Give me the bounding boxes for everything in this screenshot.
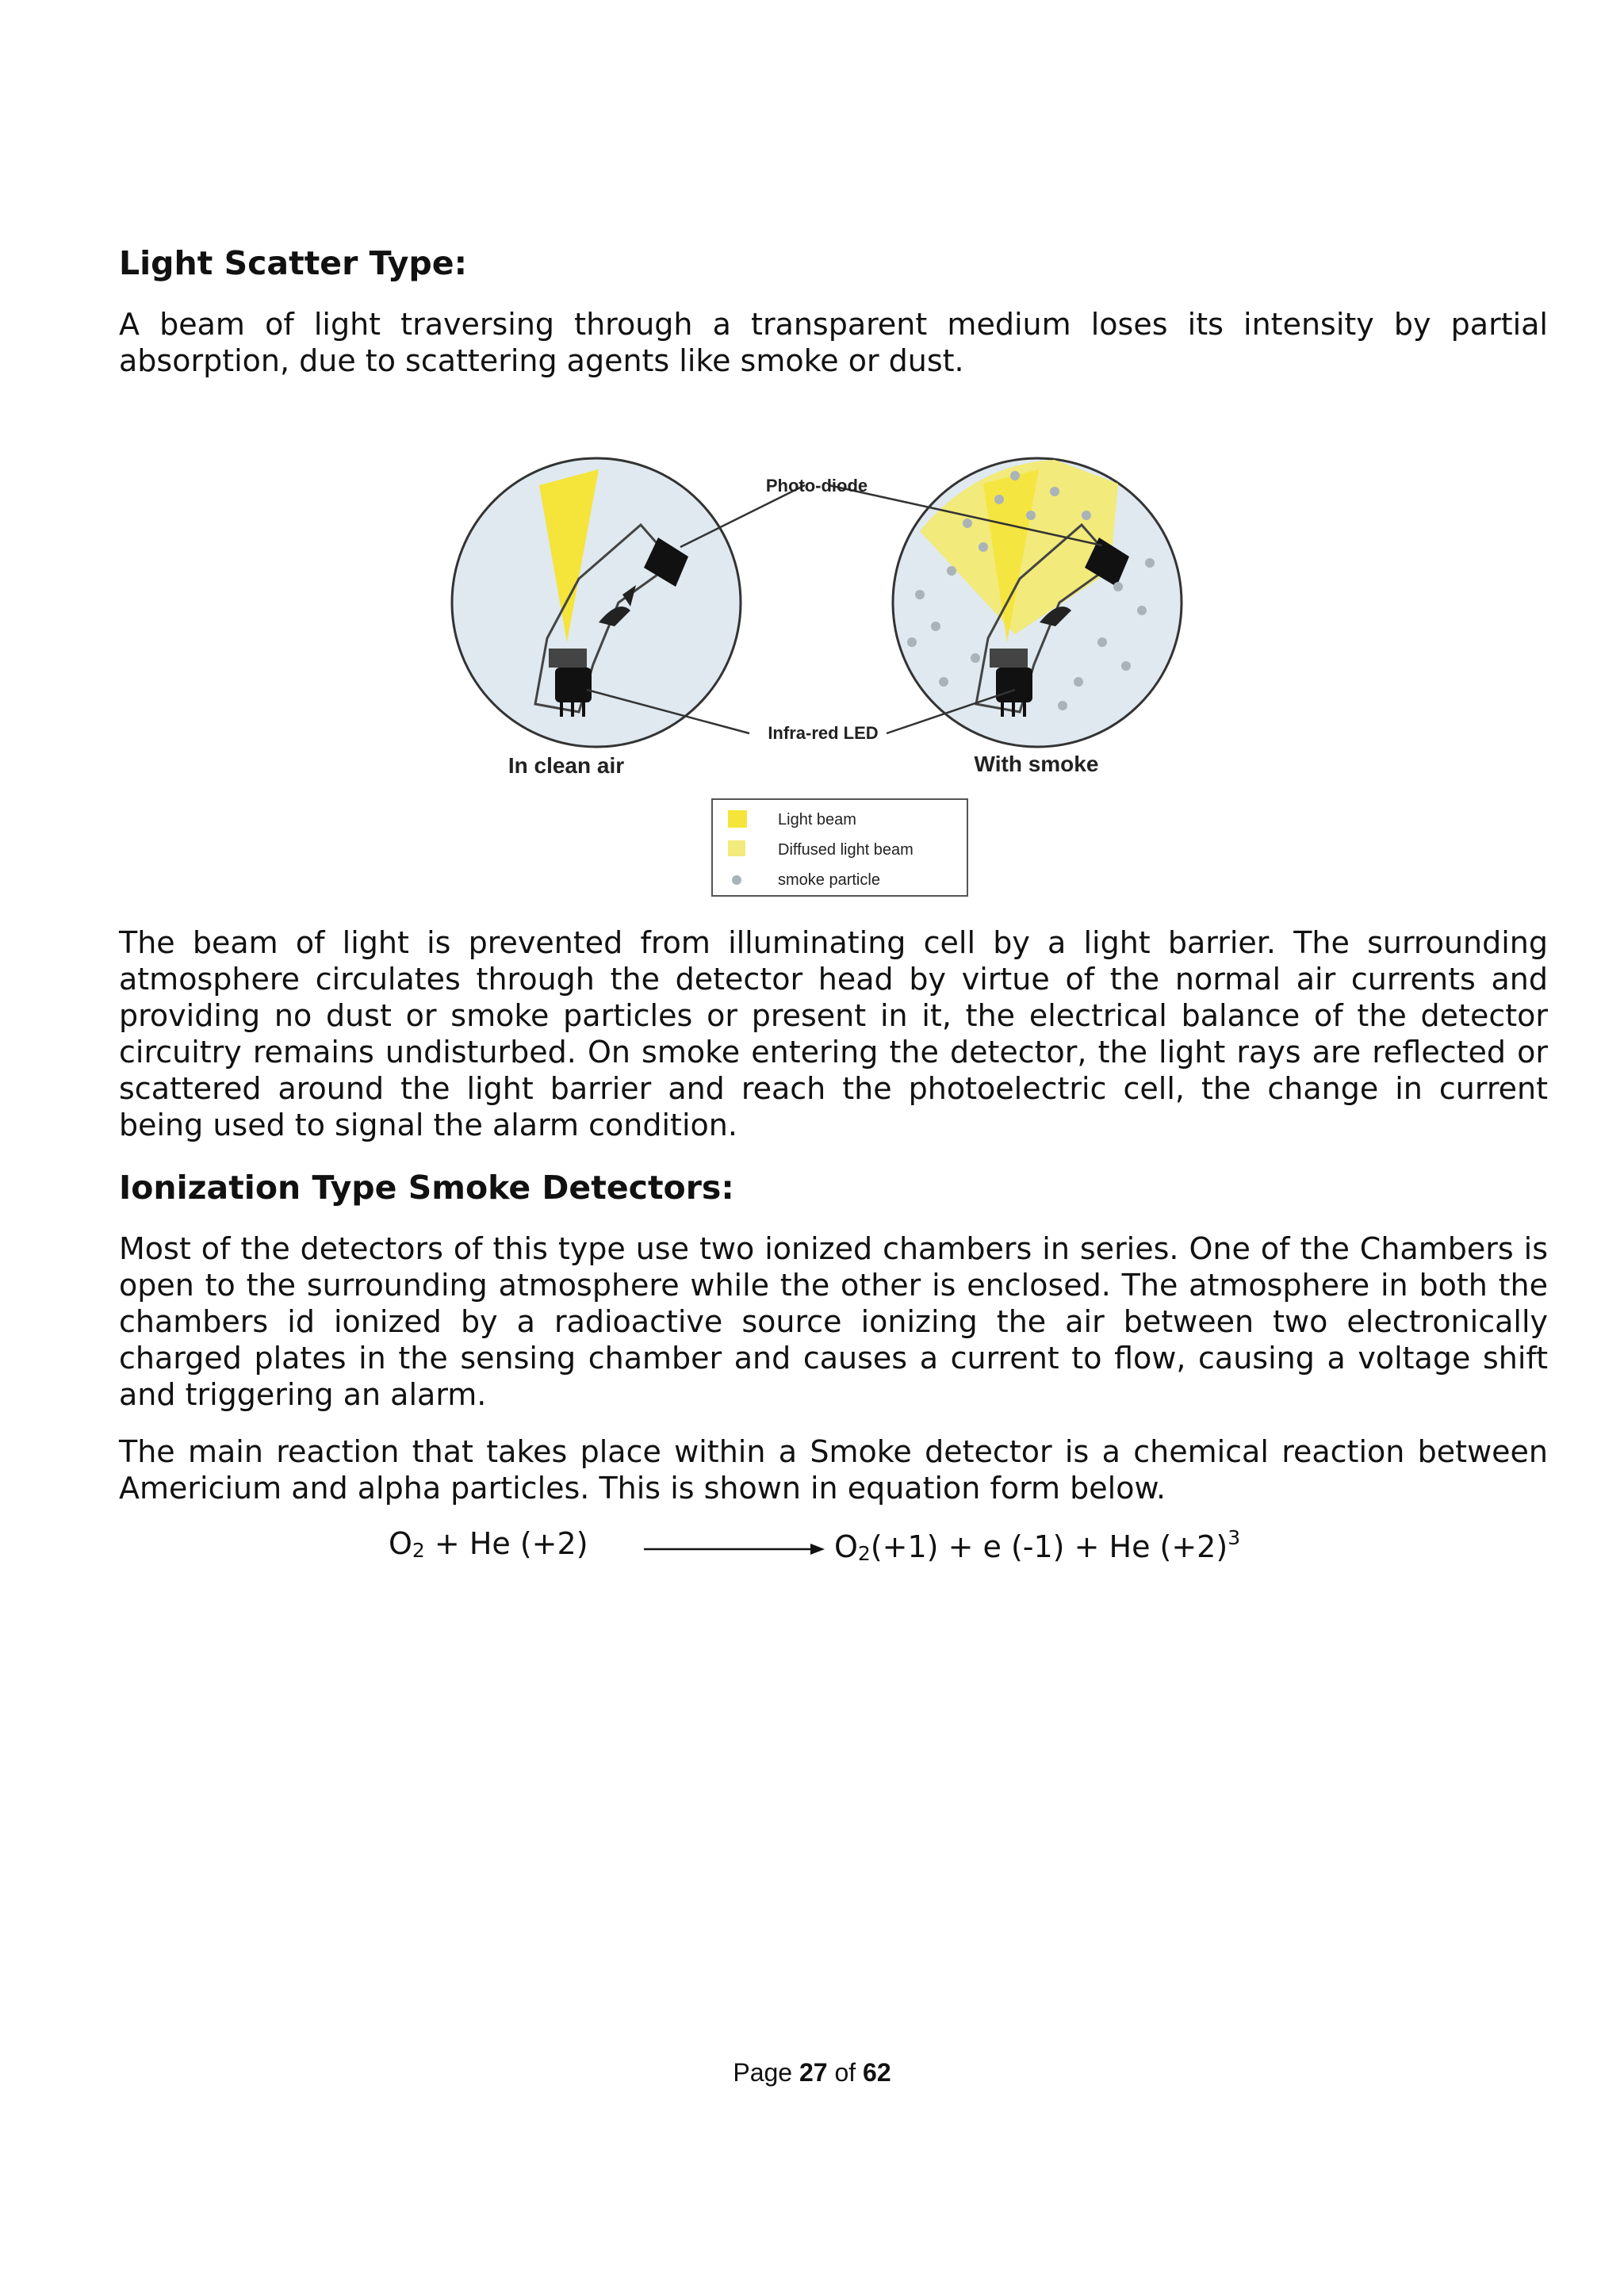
led-label: Infra-red LED [768,723,879,743]
intro-paragraph [119,306,1548,379]
legend-swatch-light-beam [728,810,747,828]
legend-swatch-diffused [728,840,745,856]
reaction-paragraph [119,1433,1548,1506]
text-line: The main reaction that takes place within a Smoke detector is a chemical reaction between [119,1434,1548,1469]
reaction-arrow-icon [644,1540,826,1559]
led-lens [549,649,587,668]
legend-swatch-particle [732,875,741,885]
footer-prefix: Page [733,2058,799,2087]
current-page-number: 27 [799,2058,828,2087]
text-line: charged plates in the sensing chamber and causes a current to flow, causing a voltage shift [119,1341,1548,1376]
equation-symbol: O [834,1529,858,1564]
footer-middle: of [827,2058,864,2087]
equation-term: + He (+2) [424,1526,588,1561]
section-heading-light-scatter: Light Scatter Type: [119,244,467,282]
equation-subscript: 2 [857,1542,871,1565]
text-line: circuitry remains undisturbed. On smoke entering the detector, the light rays are reflected or [119,1035,1548,1070]
infrared-led [555,668,592,702]
text-line: and triggering an alarm. [119,1377,487,1412]
text-line: being used to signal the alarm condition. [119,1108,737,1142]
legend-label: Light beam [778,811,856,828]
legend-label: Diffused light beam [778,841,914,859]
text-line: chambers id ionized by a radioactive source ionizing the air between two electronically [119,1304,1548,1339]
text-line: open to the surrounding atmosphere while the other is enclosed. The atmosphere in both the [119,1268,1548,1303]
caption-with-smoke: With smoke [974,752,1099,776]
equation-symbol: O [389,1526,412,1561]
text-line: Most of the detectors of this type use two ionized chambers in series. One of the Chambers is [119,1231,1548,1266]
equation-term: (+1) + e (-1) + He (+2) [870,1529,1228,1564]
section-heading-ionization: Ionization Type Smoke Detectors: [119,1169,734,1207]
figure-legend [712,799,967,896]
text-line: Americium and alpha particles. This is shown in equation form below. [119,1471,1166,1506]
photodiode-label: Photo-diode [765,476,868,496]
light-scatter-body-paragraph [119,924,1548,1143]
smoke-chamber [893,458,1182,747]
caption-clean-air: In clean air [508,753,625,778]
text-line: atmosphere circulates through the detector head by virtue of the normal air currents and [119,962,1548,997]
text-line: providing no dust or smoke particles or present in it, the electrical balance of the detector [119,998,1548,1033]
infrared-led [996,668,1032,702]
equation-left-side [389,1526,588,1562]
text-line: scattered around the light barrier and reach the photoelectric cell, the change in current [119,1071,1548,1106]
page-footer [0,2058,1624,2087]
total-page-count: 62 [863,2058,891,2087]
clean-air-chamber [452,458,741,747]
equation-subscript: 2 [412,1539,425,1562]
equation-right-side [834,1526,1240,1565]
light-scatter-diagram [428,452,1253,912]
text-line: absorption, due to scattering agents like smoke or dust. [119,343,964,378]
ionization-paragraph [119,1230,1548,1413]
text-line: The beam of light is prevented from illuminating cell by a light barrier. The surrounding [119,925,1548,960]
legend-label: smoke particle [778,871,880,889]
text-line: A beam of light traversing through a transparent medium loses its intensity by partial [119,307,1548,342]
footnote-marker: 3 [1228,1526,1241,1549]
